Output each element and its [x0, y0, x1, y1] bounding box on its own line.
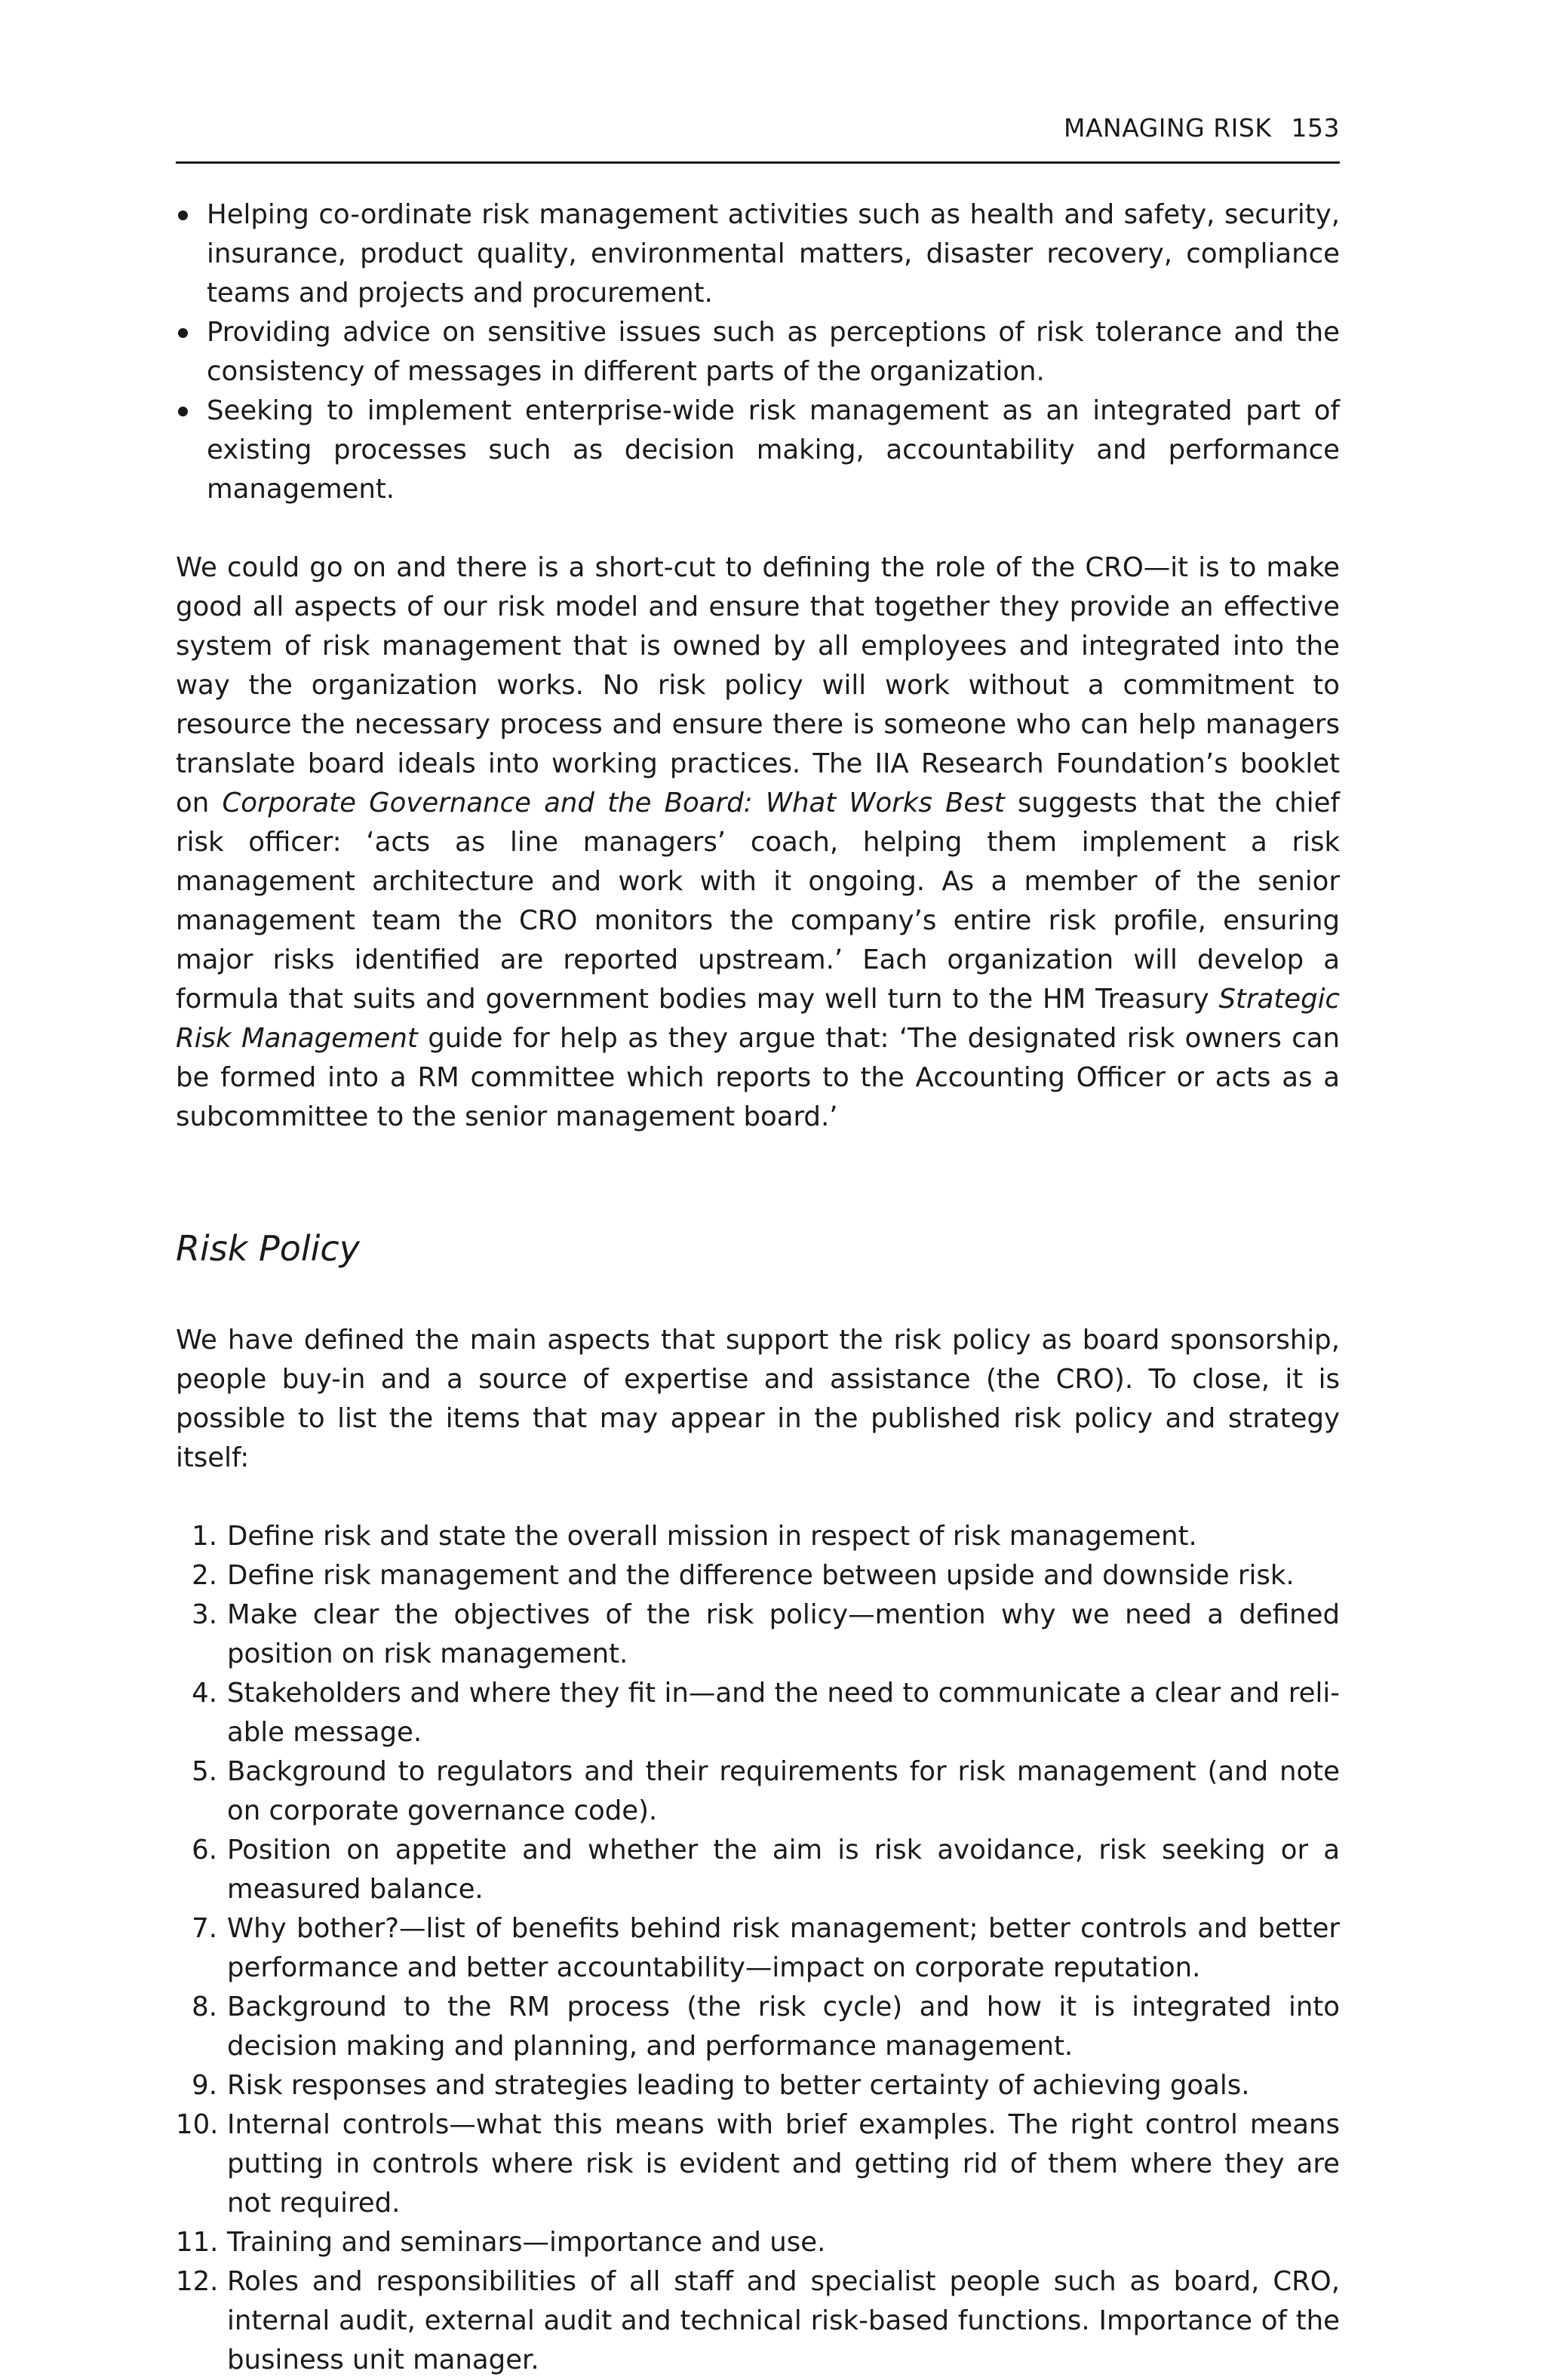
item-text: Roles and responsibilities of all staff and specialist people such as board, CRO, internal audit, external audit and technical risk-based functions. Importance of the business unit manager. — [227, 2266, 1340, 2375]
running-title: MANAGING RISK — [1063, 113, 1272, 143]
item-number: 9. — [192, 2070, 217, 2101]
item-text: Define risk and state the overall mission in respect of risk management. — [227, 1521, 1197, 1552]
list-item — [176, 1831, 1340, 1909]
item-text: Internal controls—what this means with brief examples. The right control means putting in controls where risk is evident and getting rid of them where they are not required. — [227, 2109, 1340, 2219]
header-rule — [176, 161, 1340, 164]
section-heading: Risk Policy — [176, 1228, 360, 1269]
bullet-text: Providing advice on sensitive issues such as perceptions of risk tolerance and the consistency of messages in different parts of the organization. — [207, 317, 1340, 387]
item-text: Training and seminars—importance and use. — [227, 2227, 826, 2258]
item-text: Define risk management and the difference between upside and downside risk. — [227, 1560, 1295, 1591]
item-number: 12. — [176, 2266, 219, 2297]
list-item — [176, 2105, 1340, 2223]
policy-items-list — [176, 1517, 1340, 2380]
bullet-list — [176, 195, 1340, 509]
item-text: Position on appetite and whether the aim is risk avoidance, risk seeking or a measured balance. — [227, 1835, 1340, 1905]
book-title-corporate-governance: Corporate Governance and the Board: What Works Best — [222, 788, 1005, 818]
item-number: 4. — [192, 1678, 217, 1709]
list-item — [176, 2066, 1340, 2105]
item-number: 2. — [192, 1560, 217, 1591]
list-item — [176, 1517, 1340, 1556]
item-text: Background to the RM process (the risk cycle) and how it is integrated into decision making and planning, and performance management. — [227, 1992, 1340, 2062]
item-number: 1. — [192, 1521, 217, 1552]
list-item — [176, 1988, 1340, 2066]
list-item — [176, 1595, 1340, 1674]
bullet-text: Helping co-ordinate risk management activities such as health and safety, security, insurance, product quality, environmental matters, disaster recovery, compliance teams and projects and procurement. — [207, 199, 1340, 309]
item-number: 11. — [176, 2227, 219, 2258]
bullet-dot-icon — [178, 210, 188, 220]
bullet-item — [176, 392, 1340, 509]
bullet-text: Seeking to implement enterprise-wide risk management as an integrated part of existing processes such as decision making, accountability and performance management. — [207, 395, 1340, 505]
list-item — [176, 1909, 1340, 1988]
bullet-dot-icon — [178, 328, 188, 338]
bullet-dot-icon — [178, 407, 188, 416]
list-item — [176, 1752, 1340, 1831]
item-text: Make clear the objectives of the risk policy—mention why we need a defined position on risk management. — [227, 1599, 1340, 1669]
item-number: 7. — [192, 1913, 217, 1944]
paragraph-text-1: We could go on and there is a short-cut to defining the role of the CRO—it is to make good all aspects of our risk model and ensure that together they provide an effective system of risk management that is owned by all employees and integrated into the way the organization works. No risk policy will work without a commitment to resource the necessary process and ensure there is someone who can help managers translate board ideals into working practices. The IIA Research Foundation’s booklet on — [176, 552, 1340, 818]
running-head — [1064, 113, 1340, 143]
item-number: 10. — [176, 2109, 219, 2140]
list-item — [176, 2262, 1340, 2380]
section-intro: We have defined the main aspects that support the risk policy as board sponsorship, people buy-in and a source of expertise and assistance (the CRO). To close, it is possible to list the items that may appear in the published risk policy and strategy itself: — [176, 1325, 1340, 1473]
list-item — [176, 1674, 1340, 1752]
guide-title-strategic-risk: Strategic Risk Management — [176, 984, 1340, 1054]
item-text: Stakeholders and where they fit in—and the need to communicate a clear and reliable message. — [227, 1678, 1340, 1748]
body-paragraph — [176, 548, 1340, 1137]
list-item — [176, 1556, 1340, 1595]
item-number: 5. — [192, 1756, 217, 1787]
item-number: 3. — [192, 1599, 217, 1630]
item-number: 6. — [192, 1835, 217, 1866]
bullet-item — [176, 313, 1340, 392]
item-text: Risk responses and strategies leading to better certainty of achieving goals. — [227, 2070, 1250, 2101]
item-number: 8. — [192, 1992, 217, 2022]
item-text: Why bother?—list of benefits behind risk management; better controls and better performance and better accountability—impact on corporate reputation. — [227, 1913, 1340, 1983]
item-text: Background to regulators and their requirements for risk management (and note on corporate governance code). — [227, 1756, 1340, 1826]
list-item — [176, 2223, 1340, 2262]
paragraph-text-2: suggests that the chief risk officer: ‘acts as line managers’ coach, helping them implement a risk management architecture and work with it ongoing. As a member of the senior management team the CRO monitors the company’s entire risk profile, ensuring major risks identified are reported upstream.’ Each organization will develop a formula that suits and government bodies may well turn to the HM Treasury — [176, 788, 1340, 1015]
page-content — [176, 195, 1340, 2380]
paragraph-text-3: guide for help as they argue that: ‘The designated risk owners can be formed into a RM committee which reports to the Accounting Officer or acts as a subcommittee to the senior management board.’ — [176, 1023, 1340, 1132]
bullet-item — [176, 195, 1340, 313]
page-number: 153 — [1291, 113, 1340, 143]
